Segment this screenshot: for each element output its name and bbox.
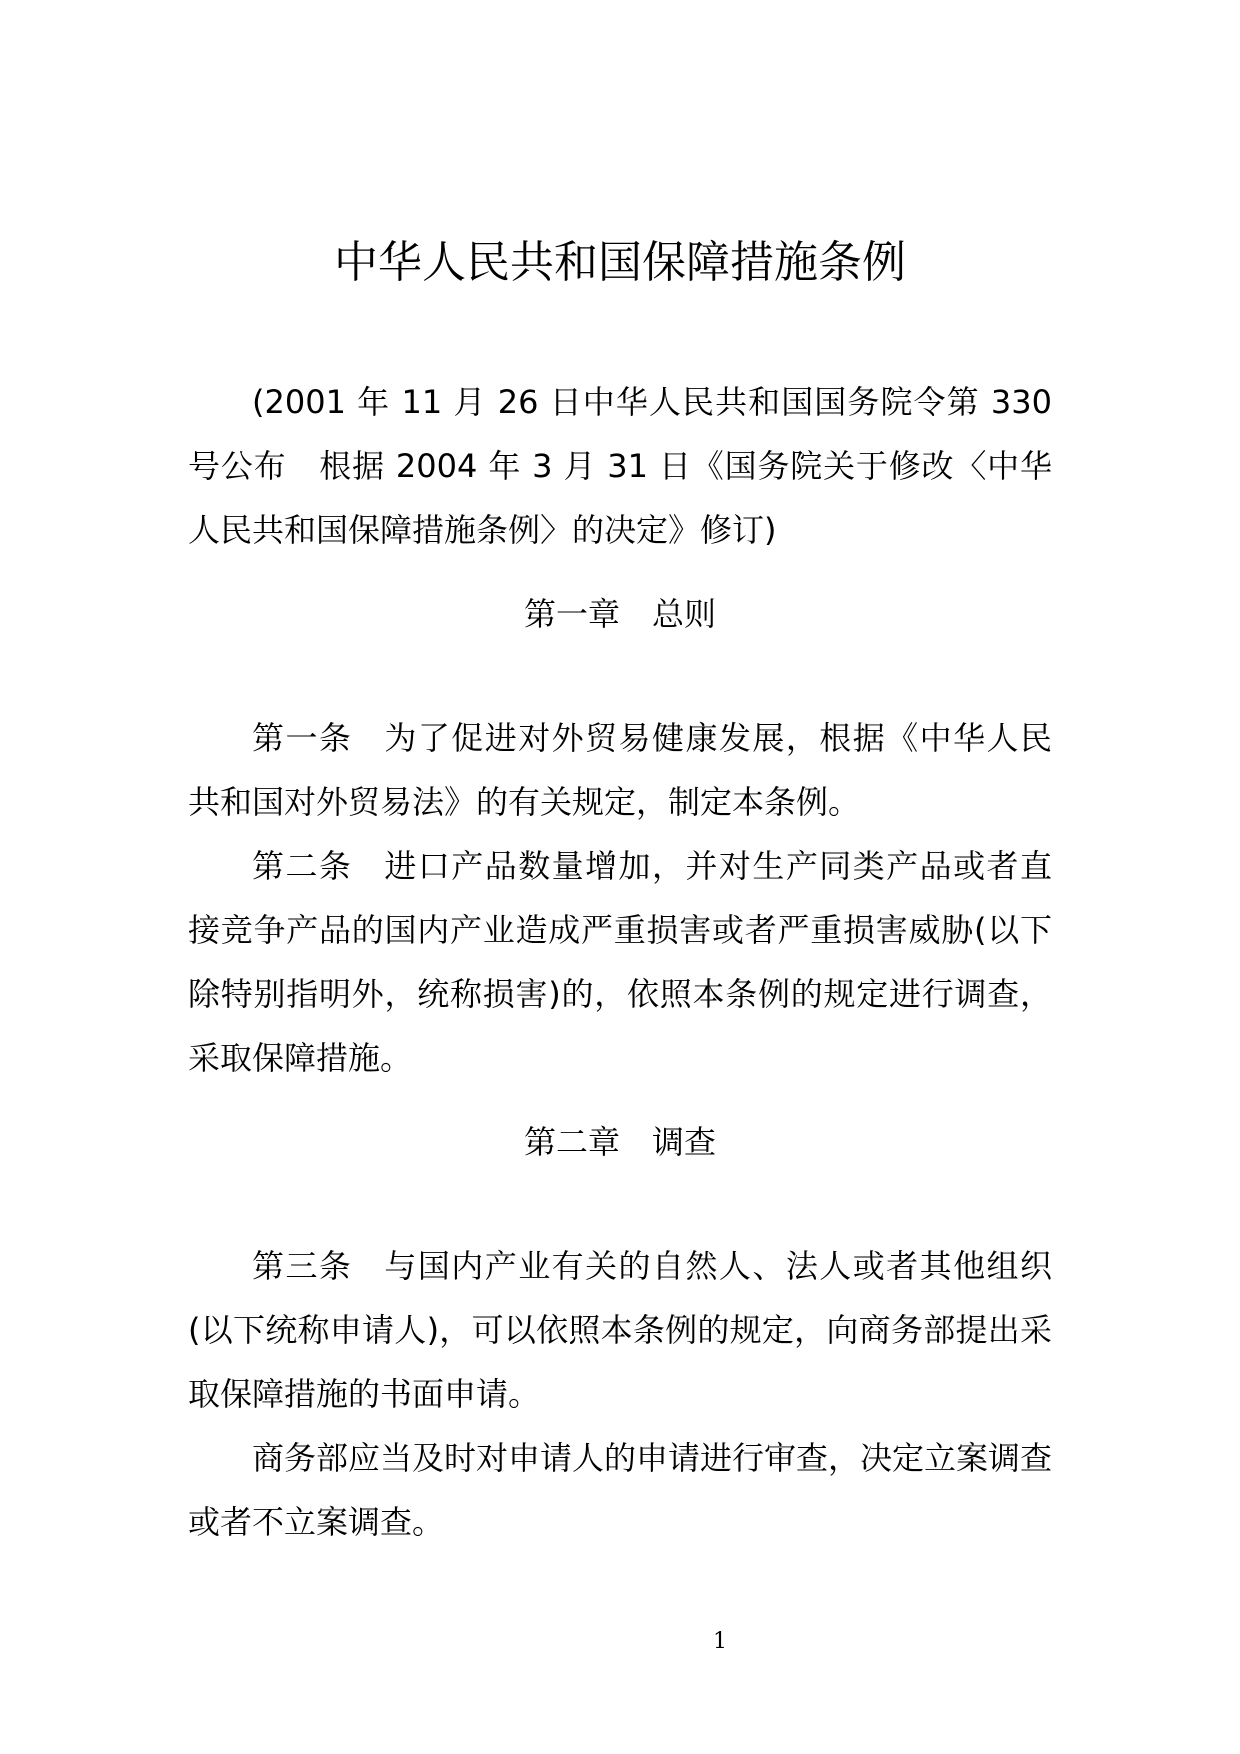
page-number: 1 — [713, 1629, 727, 1654]
article-text: 与国内产业有关的自然人、法人或者其他组织(以下统称申请人)，可以依照本条例的规定，向商务部提出采取保障措施的书面申请。 — [188, 1247, 1052, 1413]
article-number: 第一条 — [252, 719, 353, 757]
article-3 — [188, 1234, 1052, 1426]
promulgation-note: (2001 年 11 月 26 日中华人民共和国国务院令第 330 号公布 根据 2004 年 3 月 31 日《国务院关于修改〈中华人民共和国保障措施条例〉的决定》修订) — [188, 383, 1052, 549]
article-number: 第三条 — [252, 1247, 353, 1285]
article-text: 进口产品数量增加，并对生产同类产品或者直接竞争产品的国内产业造成严重损害或者严重损害威胁(以下除特别指明外，统称损害)的，依照本条例的规定进行调查，采取保障措施。 — [188, 847, 1052, 1077]
article-1 — [188, 706, 1052, 834]
document-body — [188, 370, 1052, 1554]
article-number: 第二条 — [252, 847, 353, 885]
article-text: 为了促进对外贸易健康发展，根据《中华人民共和国对外贸易法》的有关规定，制定本条例。 — [188, 719, 1052, 821]
article-2 — [188, 834, 1052, 1090]
chapter-heading-1: 第一章 总则 — [523, 595, 716, 633]
article-3-paragraph-2 — [188, 1426, 1052, 1554]
chapter-heading-2: 第二章 调查 — [523, 1123, 716, 1161]
document-title: 中华人民共和国保障措施条例 — [334, 237, 906, 288]
article-text: 商务部应当及时对申请人的申请进行审查，决定立案调查或者不立案调查。 — [188, 1439, 1053, 1541]
